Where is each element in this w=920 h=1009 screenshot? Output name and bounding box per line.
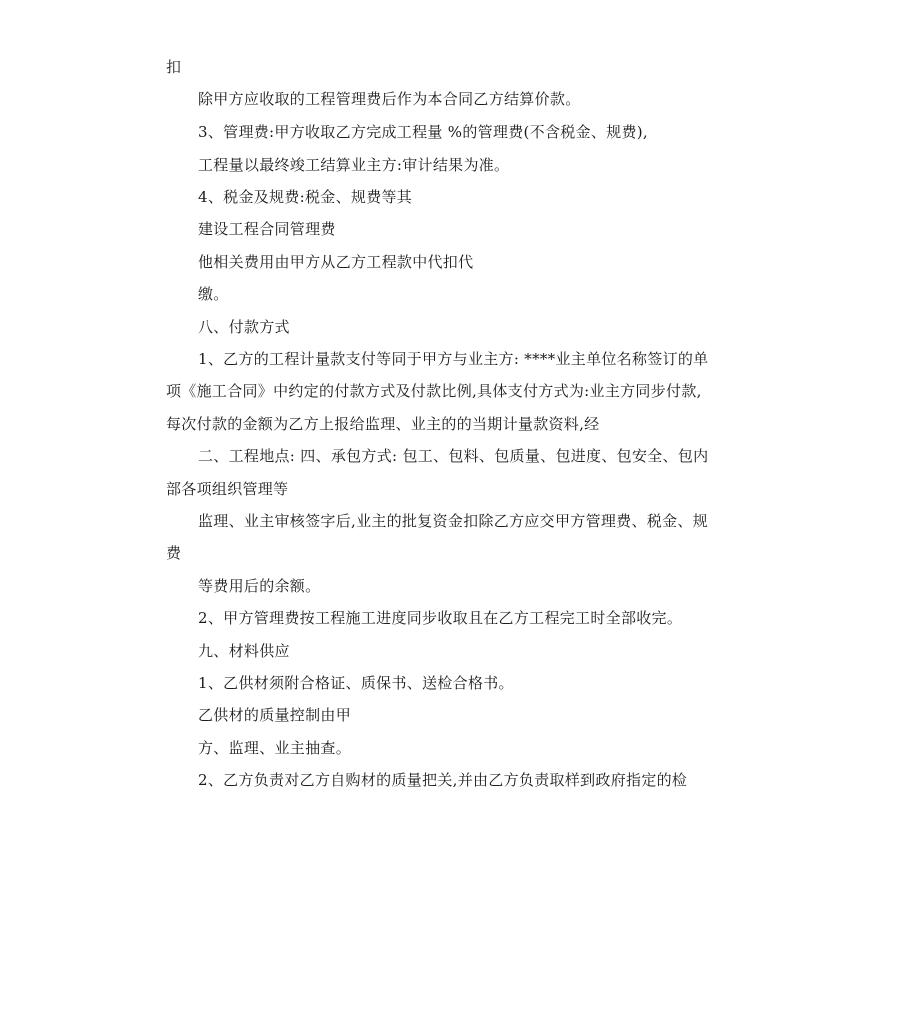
- text-line: 工程量以最终竣工结算业主方:审计结果为准。: [198, 156, 510, 174]
- text-line: 费: [166, 544, 182, 562]
- text-line: 除甲方应收取的工程管理费后作为本合同乙方结算价款。: [198, 90, 581, 108]
- text-line: 3、管理费:甲方收取乙方完成工程量 %的管理费(不含税金、规费),: [198, 123, 648, 141]
- section-heading: 八、付款方式: [198, 318, 290, 336]
- text-line: 他相关费用由甲方从乙方工程款中代扣代: [198, 253, 474, 271]
- text-line: 方、监理、业主抽查。: [198, 739, 352, 757]
- text-line: 乙供材的质量控制由甲: [198, 706, 352, 724]
- text-line: 1、乙方的工程计量款支付等同于甲方与业主方: ****业主单位名称签订的单: [198, 350, 709, 368]
- section-heading: 九、材料供应: [198, 642, 290, 660]
- text-line: 2、甲方管理费按工程施工进度同步收取且在乙方工程完工时全部收完。: [198, 609, 683, 627]
- text-line: 二、工程地点: 四、承包方式: 包工、包料、包质量、包进度、包安全、包内: [198, 447, 709, 465]
- text-line: 项《施工合同》中约定的付款方式及付款比例,具体支付方式为:业主方同步付款,: [166, 382, 702, 400]
- text-line: 监理、业主审核签字后,业主的批复资金扣除乙方应交甲方管理费、税金、规: [198, 512, 708, 530]
- text-line: 每次付款的金额为乙方上报给监理、业主的的当期计量款资料,经: [166, 415, 600, 433]
- text-line: 部各项组织管理等: [166, 480, 289, 498]
- text-line: 建设工程合同管理费: [198, 220, 336, 238]
- text-line: 扣: [166, 58, 182, 76]
- text-line: 等费用后的余额。: [198, 577, 321, 595]
- text-line: 4、税金及规费:税金、规费等其: [198, 188, 413, 206]
- text-line: 缴。: [198, 285, 229, 303]
- text-line: 2、乙方负责对乙方自购材的质量把关,并由乙方负责取样到政府指定的检: [198, 771, 688, 789]
- text-line: 1、乙供材须附合格证、质保书、送检合格书。: [198, 674, 514, 692]
